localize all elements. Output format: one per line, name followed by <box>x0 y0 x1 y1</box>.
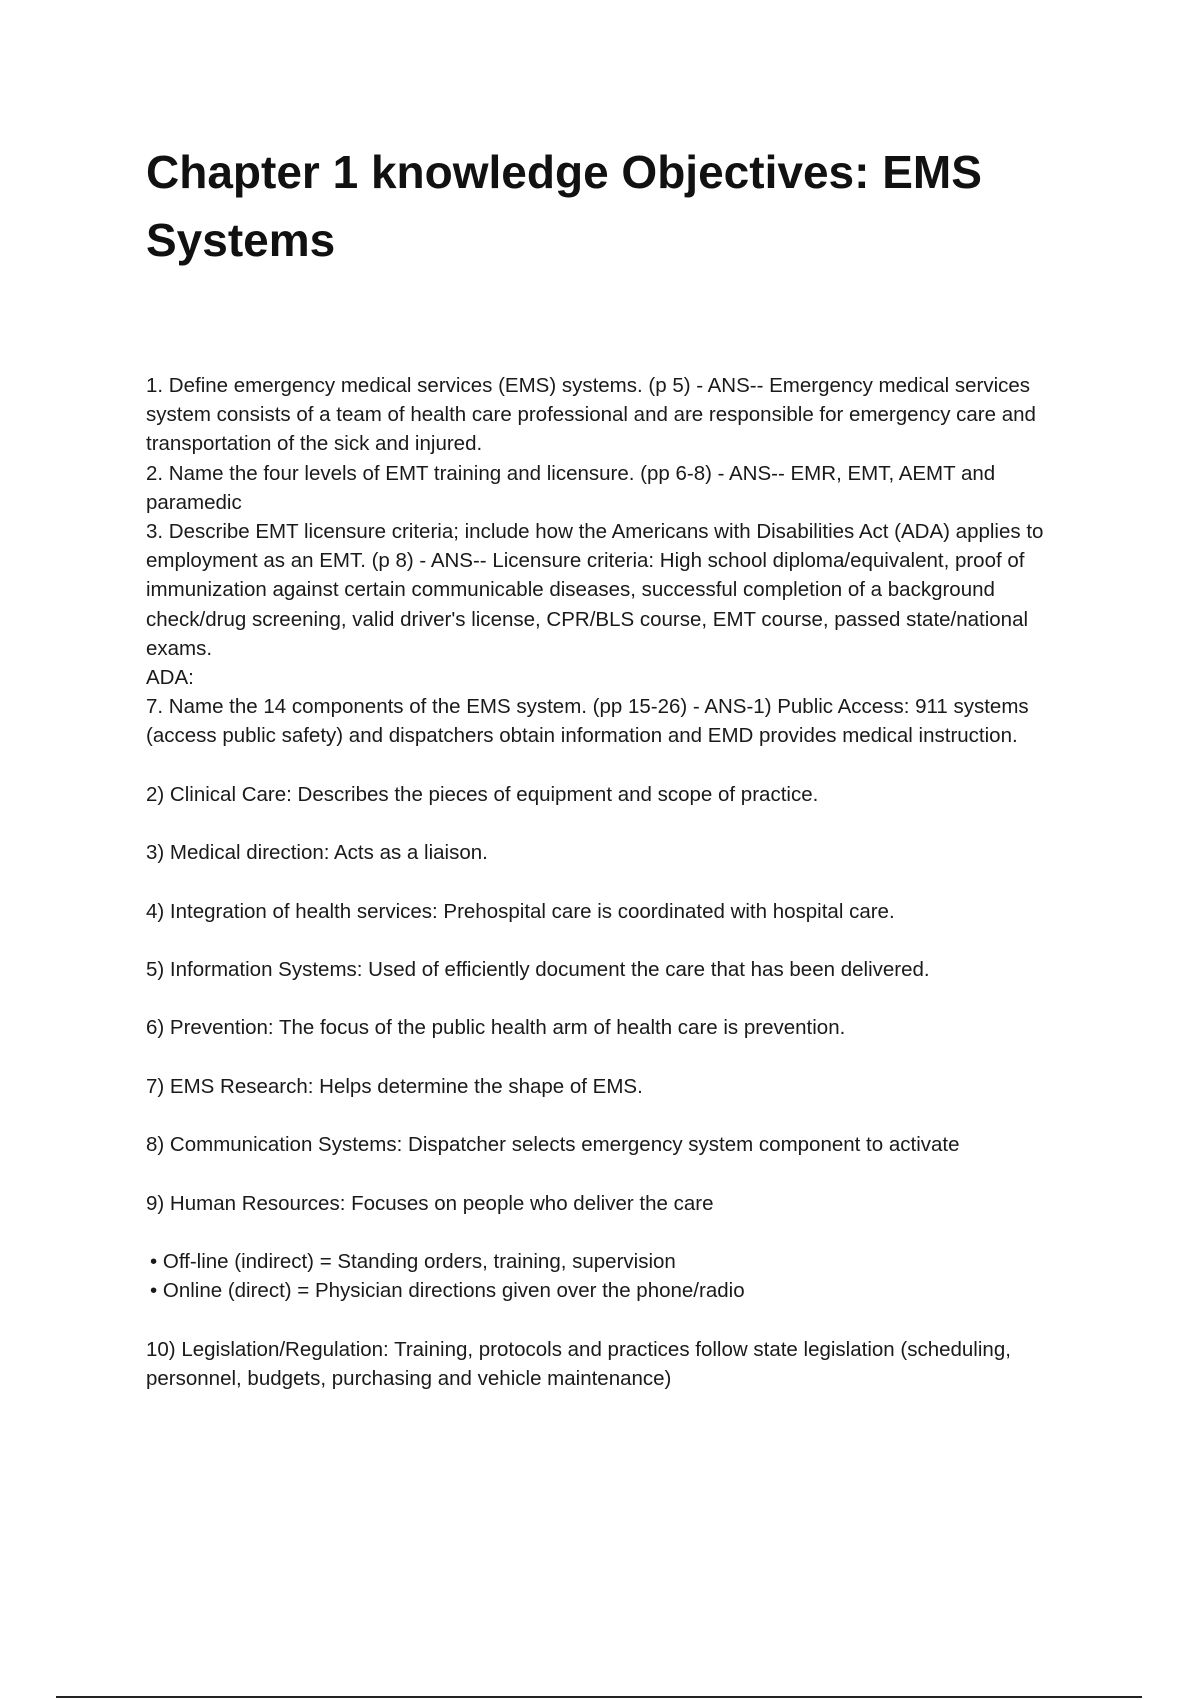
component-3: 3) Medical direction: Acts as a liaison. <box>146 841 488 865</box>
paragraph-gap <box>146 1043 1086 1072</box>
paragraph-gap <box>146 809 1086 838</box>
component-10: 10) Legislation/Regulation: Training, protocols and practices follow state legislation (scheduling, personnel, budgets, purchasing and vehicle maintenance) <box>146 1337 1011 1390</box>
objective-1: 1. Define emergency medical services (EMS) systems. (p 5) - ANS-- Emergency medical services system consists of a team of health care professional and are responsible for emergency care and transportation of the sick and injured. <box>146 374 1036 456</box>
objective-7: 7. Name the 14 components of the EMS system. (pp 15-26) - ANS-1) Public Access: 911 systems (access public safety) and dispatchers obtain information and EMD provides medical instruction. <box>146 695 1029 748</box>
bullet-offline: • Off-line (indirect) = Standing orders, training, supervision <box>150 1249 676 1273</box>
bullet-online: • Online (direct) = Physician directions given over the phone/radio <box>150 1279 745 1303</box>
page-title: Chapter 1 knowledge Objectives: EMS Systems <box>146 146 982 266</box>
paragraph-gap <box>146 984 1086 1013</box>
component-7: 7) EMS Research: Helps determine the shape of EMS. <box>146 1074 643 1098</box>
paragraph-gap <box>146 1159 1086 1188</box>
footer-divider <box>56 1696 1142 1698</box>
paragraph-gap <box>146 1101 1086 1130</box>
paragraph-gap <box>146 867 1086 896</box>
paragraph-gap <box>146 1305 1086 1334</box>
paragraph-gap <box>146 926 1086 955</box>
document-body <box>146 371 1086 1393</box>
component-2: 2) Clinical Care: Describes the pieces of equipment and scope of practice. <box>146 782 819 806</box>
objective-2: 2. Name the four levels of EMT training and licensure. (pp 6-8) - ANS-- EMR, EMT, AEMT and paramedic <box>146 461 996 514</box>
ada-label: ADA: <box>146 666 194 690</box>
component-9: 9) Human Resources: Focuses on people who deliver the care <box>146 1191 714 1215</box>
paragraph-gap <box>146 751 1086 780</box>
paragraph-gap <box>146 1218 1086 1247</box>
component-8: 8) Communication Systems: Dispatcher selects emergency system component to activate <box>146 1133 960 1157</box>
component-4: 4) Integration of health services: Prehospital care is coordinated with hospital care. <box>146 899 895 923</box>
component-5: 5) Information Systems: Used of efficiently document the care that has been delivered. <box>146 958 930 981</box>
component-6: 6) Prevention: The focus of the public health arm of health care is prevention. <box>146 1016 846 1040</box>
objective-3: 3. Describe EMT licensure criteria; include how the Americans with Disabilities Act (ADA) applies to employment as an EMT. (p 8) - ANS-- Licensure criteria: High school diploma/equivalent, proof of immunization against certain communicable diseases, successful completion of a background check/drug screening, valid driver's license, CPR/BLS course, EMT course, passed state/national exams. <box>146 520 1044 660</box>
